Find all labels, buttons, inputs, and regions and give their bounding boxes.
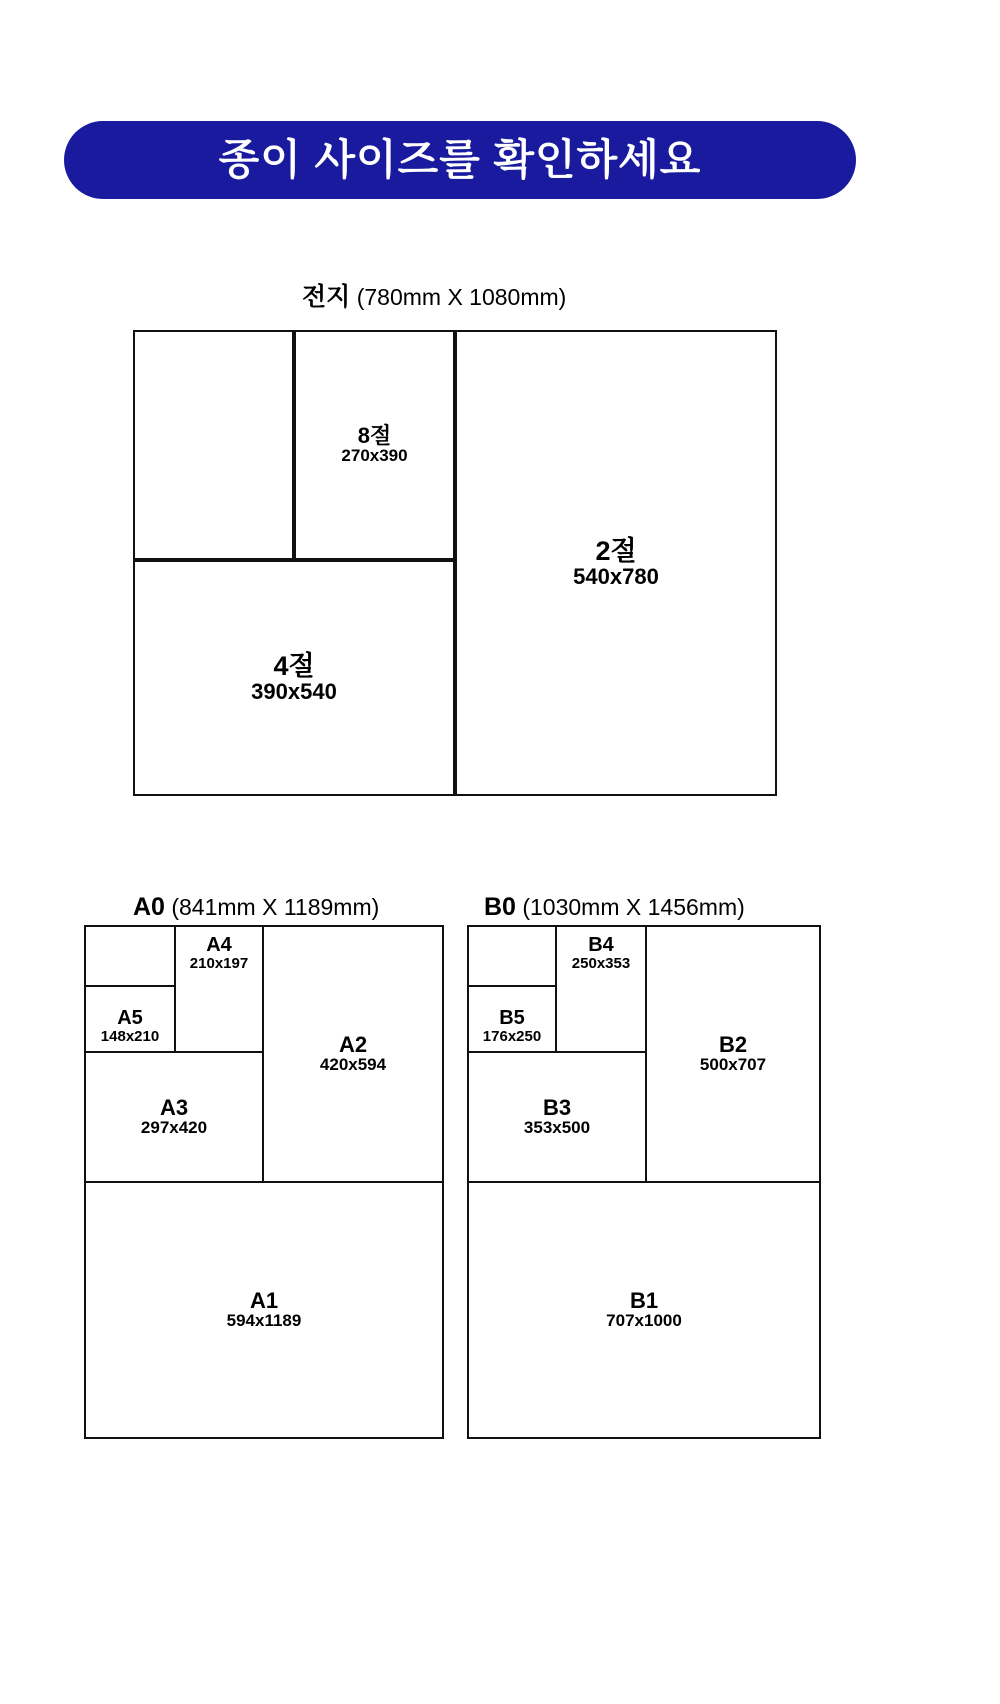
- cell-a0-a4: [174, 925, 264, 1053]
- cell-label: A4: [206, 934, 232, 956]
- cell-size: 707x1000: [606, 1311, 682, 1331]
- cell-size: 148x210: [100, 1027, 160, 1045]
- cell-a0-a2: [262, 925, 444, 1183]
- section-name-a0: A0: [133, 893, 165, 921]
- cell-b0-b4: [555, 925, 647, 1053]
- cell-size: 210x197: [189, 955, 249, 972]
- cell-a0-a1: [84, 1181, 444, 1439]
- cell-b0-b3: [467, 1051, 647, 1183]
- section-caption-b0: [484, 895, 745, 920]
- cell-b0-b1: [467, 1181, 821, 1439]
- cell-label: 4절: [273, 650, 315, 681]
- cell-a0-a5: [84, 985, 176, 1053]
- cell-size: 176x250: [482, 1027, 542, 1045]
- cell-jeonji-8jeol: [294, 330, 455, 560]
- section-dims-jeonji: (780mm X 1080mm): [356, 284, 567, 310]
- section-dims-b0: (1030mm X 1456mm): [522, 894, 745, 920]
- cell-label: 8절: [357, 423, 392, 449]
- page-header-banner: [64, 121, 856, 199]
- cell-size: 500x707: [699, 1055, 767, 1075]
- cell-size: 270x390: [341, 446, 408, 466]
- cell-label: B4: [588, 934, 614, 956]
- cell-jeonji-4jeol: [133, 560, 455, 796]
- cell-a0-a3: [84, 1051, 264, 1183]
- cell-size: 390x540: [251, 679, 337, 705]
- cell-size: 353x500: [523, 1118, 591, 1138]
- cell-label: B3: [542, 1095, 572, 1121]
- diagram-a0: [84, 925, 440, 1435]
- section-name-jeonji: 전지: [302, 283, 351, 311]
- cell-size: 297x420: [140, 1118, 208, 1138]
- cell-jeonji-blank: [133, 330, 294, 560]
- cell-label: A5: [117, 1006, 143, 1029]
- section-dims-a0: (841mm X 1189mm): [171, 894, 380, 920]
- cell-size: 540x780: [573, 564, 659, 590]
- cell-size: 250x353: [571, 955, 631, 972]
- cell-label: A3: [159, 1095, 189, 1121]
- cell-b0-blank: [467, 925, 557, 987]
- cell-a0-blank: [84, 925, 176, 987]
- cell-label: B2: [718, 1032, 748, 1058]
- cell-size: 594x1189: [226, 1311, 302, 1331]
- section-caption-a0: [133, 895, 379, 920]
- cell-b0-b2: [645, 925, 821, 1183]
- section-caption-jeonji: [302, 285, 566, 310]
- cell-label: B1: [629, 1288, 659, 1314]
- page-title: 종이 사이즈를 확인하세요: [218, 136, 702, 183]
- section-name-b0: B0: [484, 893, 516, 921]
- cell-jeonji-2jeol: [455, 330, 777, 796]
- cell-label: B5: [499, 1006, 525, 1029]
- diagram-jeonji: [133, 330, 773, 792]
- cell-label: 2절: [595, 535, 637, 566]
- cell-b0-b5: [467, 985, 557, 1053]
- cell-label: A1: [249, 1288, 279, 1314]
- cell-label: A2: [338, 1032, 368, 1058]
- cell-size: 420x594: [319, 1055, 387, 1075]
- diagram-b0: [467, 925, 817, 1435]
